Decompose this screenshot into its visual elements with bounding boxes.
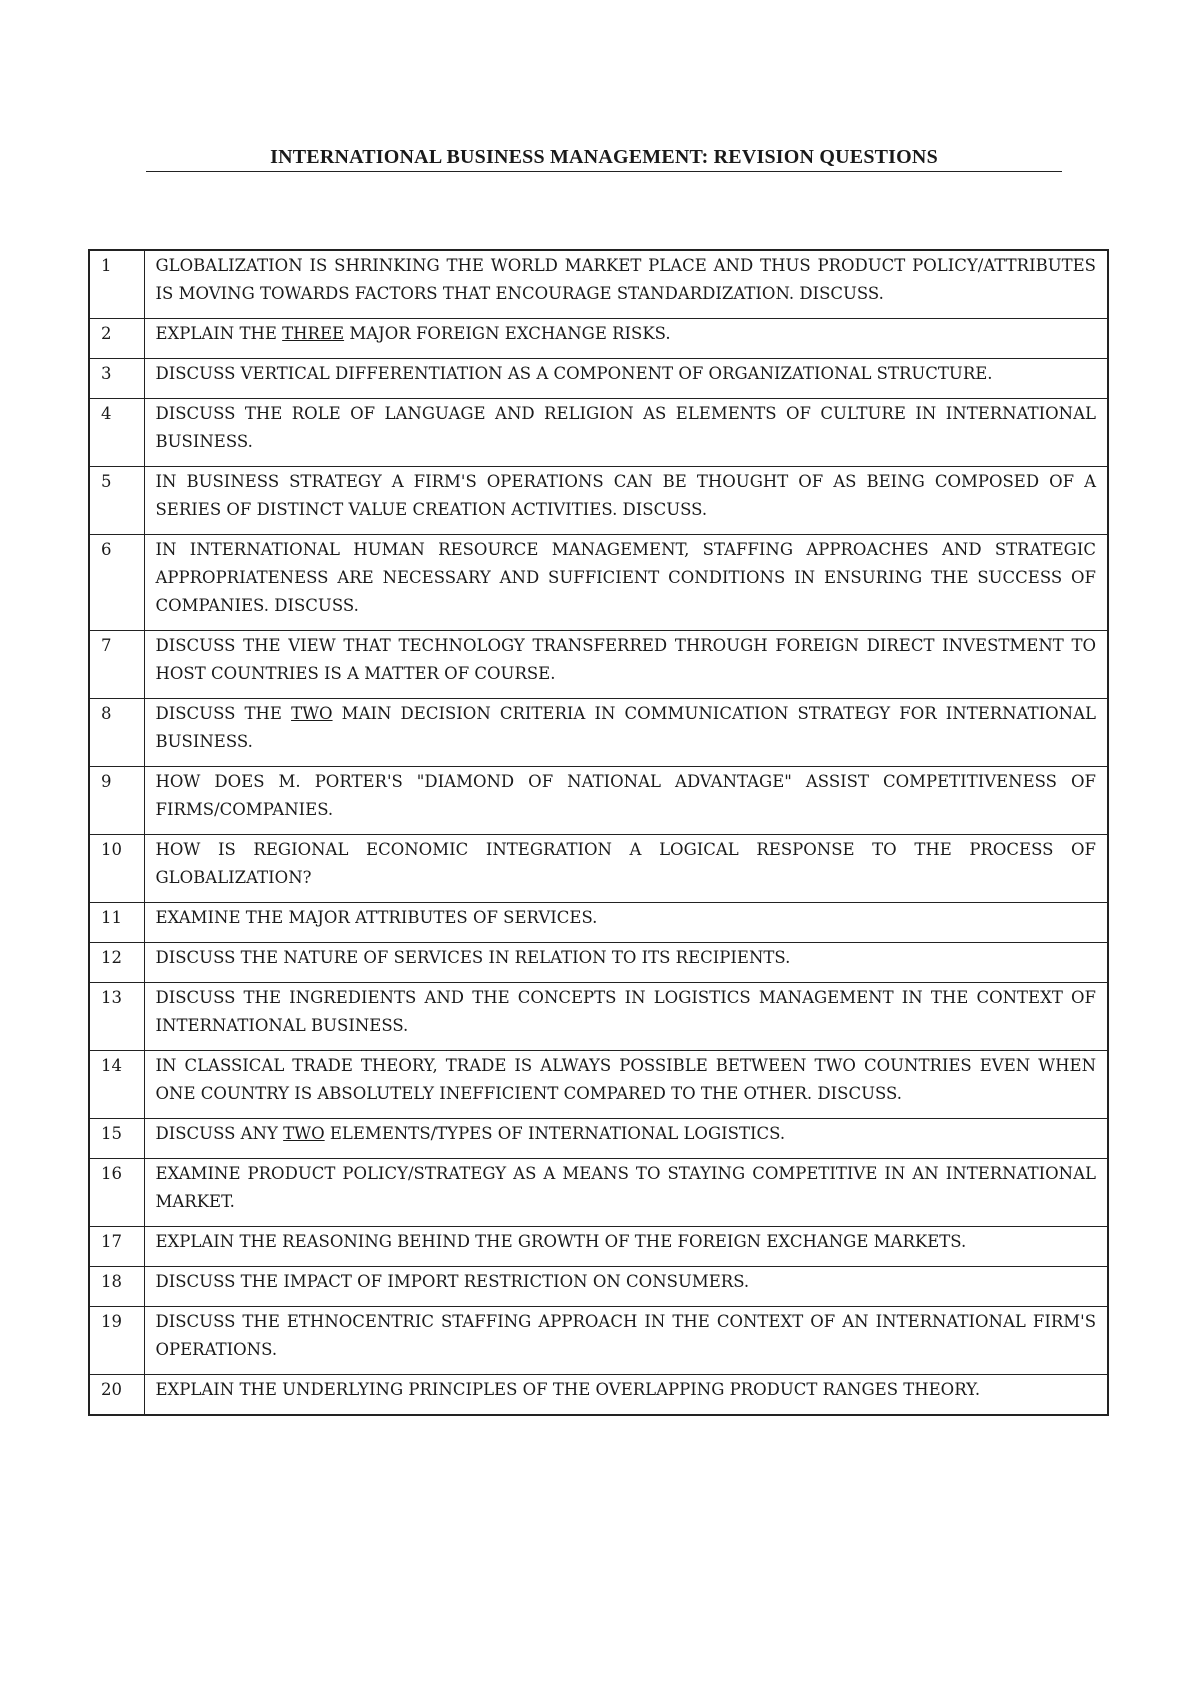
question-text-segment: IN INTERNATIONAL HUMAN RESOURCE MANAGEMENT, STAFFING APPROACHES AND STRATEGIC APPROPRIATENESS ARE NECESSARY AND SUFFICIENT CONDITIONS IN ENSURING THE SUCCESS OF COMPANIES. DISCUSS. bbox=[155, 540, 1096, 615]
question-row bbox=[89, 1267, 1108, 1307]
question-number: 2 bbox=[89, 319, 144, 359]
question-number: 12 bbox=[89, 943, 144, 983]
question-text-segment: GLOBALIZATION IS SHRINKING THE WORLD MARKET PLACE AND THUS PRODUCT POLICY/ATTRIBUTES IS MOVING TOWARDS FACTORS THAT ENCOURAGE STANDARDIZATION. DISCUSS. bbox=[155, 256, 1096, 303]
question-text bbox=[144, 1227, 1108, 1267]
question-number: 13 bbox=[89, 983, 144, 1051]
question-emphasis: THREE bbox=[282, 324, 345, 343]
question-text-segment: EXPLAIN THE bbox=[155, 324, 283, 343]
question-row bbox=[89, 699, 1108, 767]
question-text bbox=[144, 319, 1108, 359]
question-text bbox=[144, 1051, 1108, 1119]
question-text bbox=[144, 983, 1108, 1051]
question-row bbox=[89, 983, 1108, 1051]
question-number: 9 bbox=[89, 767, 144, 835]
question-text-segment: ELEMENTS/TYPES OF INTERNATIONAL LOGISTICS. bbox=[324, 1124, 786, 1143]
question-text bbox=[144, 535, 1108, 631]
question-row bbox=[89, 631, 1108, 699]
title-block bbox=[146, 146, 1062, 172]
question-row bbox=[89, 1375, 1108, 1416]
questions-table-body bbox=[89, 250, 1108, 1415]
question-number: 20 bbox=[89, 1375, 144, 1416]
question-text-segment: IN CLASSICAL TRADE THEORY, TRADE IS ALWAYS POSSIBLE BETWEEN TWO COUNTRIES EVEN WHEN ONE COUNTRY IS ABSOLUTELY INEFFICIENT COMPARED TO THE OTHER. DISCUSS. bbox=[155, 1056, 1096, 1103]
question-text-segment: EXPLAIN THE UNDERLYING PRINCIPLES OF THE OVERLAPPING PRODUCT RANGES THEORY. bbox=[155, 1380, 981, 1399]
question-number: 3 bbox=[89, 359, 144, 399]
question-row bbox=[89, 1159, 1108, 1227]
question-text-segment: DISCUSS THE INGREDIENTS AND THE CONCEPTS IN LOGISTICS MANAGEMENT IN THE CONTEXT OF INTERNATIONAL BUSINESS. bbox=[155, 988, 1096, 1035]
question-text-segment: DISCUSS THE ETHNOCENTRIC STAFFING APPROACH IN THE CONTEXT OF AN INTERNATIONAL FIRM'S OPERATIONS. bbox=[155, 1312, 1096, 1359]
question-emphasis: TWO bbox=[291, 704, 333, 723]
question-text bbox=[144, 1375, 1108, 1416]
question-text-segment: HOW DOES M. PORTER'S "DIAMOND OF NATIONAL ADVANTAGE" ASSIST COMPETITIVENESS OF FIRMS/COMPANIES. bbox=[155, 772, 1096, 819]
question-text-segment: DISCUSS THE ROLE OF LANGUAGE AND RELIGION AS ELEMENTS OF CULTURE IN INTERNATIONAL BUSINESS. bbox=[155, 404, 1096, 451]
question-number: 17 bbox=[89, 1227, 144, 1267]
question-row bbox=[89, 1119, 1108, 1159]
question-text-segment: DISCUSS ANY bbox=[155, 1124, 284, 1143]
question-text bbox=[144, 359, 1108, 399]
question-row bbox=[89, 903, 1108, 943]
question-text-segment: DISCUSS VERTICAL DIFFERENTIATION AS A COMPONENT OF ORGANIZATIONAL STRUCTURE. bbox=[155, 364, 993, 383]
question-text-segment: DISCUSS THE NATURE OF SERVICES IN RELATION TO ITS RECIPIENTS. bbox=[155, 948, 791, 967]
question-text bbox=[144, 1159, 1108, 1227]
questions-table bbox=[88, 249, 1109, 1416]
question-row bbox=[89, 767, 1108, 835]
question-row bbox=[89, 467, 1108, 535]
question-text-segment: DISCUSS THE IMPACT OF IMPORT RESTRICTION ON CONSUMERS. bbox=[155, 1272, 750, 1291]
question-number: 8 bbox=[89, 699, 144, 767]
question-number: 11 bbox=[89, 903, 144, 943]
question-text bbox=[144, 903, 1108, 943]
question-number: 14 bbox=[89, 1051, 144, 1119]
question-text bbox=[144, 835, 1108, 903]
question-text bbox=[144, 1307, 1108, 1375]
question-row bbox=[89, 1051, 1108, 1119]
question-text bbox=[144, 250, 1108, 319]
question-text-segment: EXAMINE THE MAJOR ATTRIBUTES OF SERVICES. bbox=[155, 908, 598, 927]
question-text-segment: DISCUSS THE VIEW THAT TECHNOLOGY TRANSFERRED THROUGH FOREIGN DIRECT INVESTMENT TO HOST COUNTRIES IS A MATTER OF COURSE. bbox=[155, 636, 1096, 683]
question-text bbox=[144, 399, 1108, 467]
question-number: 6 bbox=[89, 535, 144, 631]
question-number: 16 bbox=[89, 1159, 144, 1227]
question-row bbox=[89, 1227, 1108, 1267]
question-number: 10 bbox=[89, 835, 144, 903]
page-title: INTERNATIONAL BUSINESS MANAGEMENT: REVISION QUESTIONS bbox=[270, 146, 938, 168]
question-number: 18 bbox=[89, 1267, 144, 1307]
question-text bbox=[144, 943, 1108, 983]
question-text-segment: DISCUSS THE bbox=[155, 704, 292, 723]
question-row bbox=[89, 399, 1108, 467]
question-text bbox=[144, 467, 1108, 535]
question-text-segment: MAIN DECISION CRITERIA IN COMMUNICATION STRATEGY FOR INTERNATIONAL BUSINESS. bbox=[155, 704, 1096, 751]
question-text bbox=[144, 1267, 1108, 1307]
question-number: 1 bbox=[89, 250, 144, 319]
question-text bbox=[144, 767, 1108, 835]
question-row bbox=[89, 319, 1108, 359]
question-row bbox=[89, 359, 1108, 399]
question-text-segment: MAJOR FOREIGN EXCHANGE RISKS. bbox=[344, 324, 671, 343]
question-number: 15 bbox=[89, 1119, 144, 1159]
question-row bbox=[89, 250, 1108, 319]
question-emphasis: TWO bbox=[283, 1124, 325, 1143]
question-text bbox=[144, 631, 1108, 699]
question-number: 19 bbox=[89, 1307, 144, 1375]
question-text-segment: HOW IS REGIONAL ECONOMIC INTEGRATION A LOGICAL RESPONSE TO THE PROCESS OF GLOBALIZATION? bbox=[155, 840, 1096, 887]
question-row bbox=[89, 943, 1108, 983]
question-number: 4 bbox=[89, 399, 144, 467]
question-text bbox=[144, 1119, 1108, 1159]
question-number: 7 bbox=[89, 631, 144, 699]
question-row bbox=[89, 535, 1108, 631]
question-text-segment: EXPLAIN THE REASONING BEHIND THE GROWTH OF THE FOREIGN EXCHANGE MARKETS. bbox=[155, 1232, 967, 1251]
question-number: 5 bbox=[89, 467, 144, 535]
question-text-segment: EXAMINE PRODUCT POLICY/STRATEGY AS A MEANS TO STAYING COMPETITIVE IN AN INTERNATIONAL MARKET. bbox=[155, 1164, 1096, 1211]
question-text bbox=[144, 699, 1108, 767]
question-row bbox=[89, 835, 1108, 903]
question-row bbox=[89, 1307, 1108, 1375]
question-text-segment: IN BUSINESS STRATEGY A FIRM'S OPERATIONS CAN BE THOUGHT OF AS BEING COMPOSED OF A SERIES OF DISTINCT VALUE CREATION ACTIVITIES. DISCUSS. bbox=[155, 472, 1096, 519]
